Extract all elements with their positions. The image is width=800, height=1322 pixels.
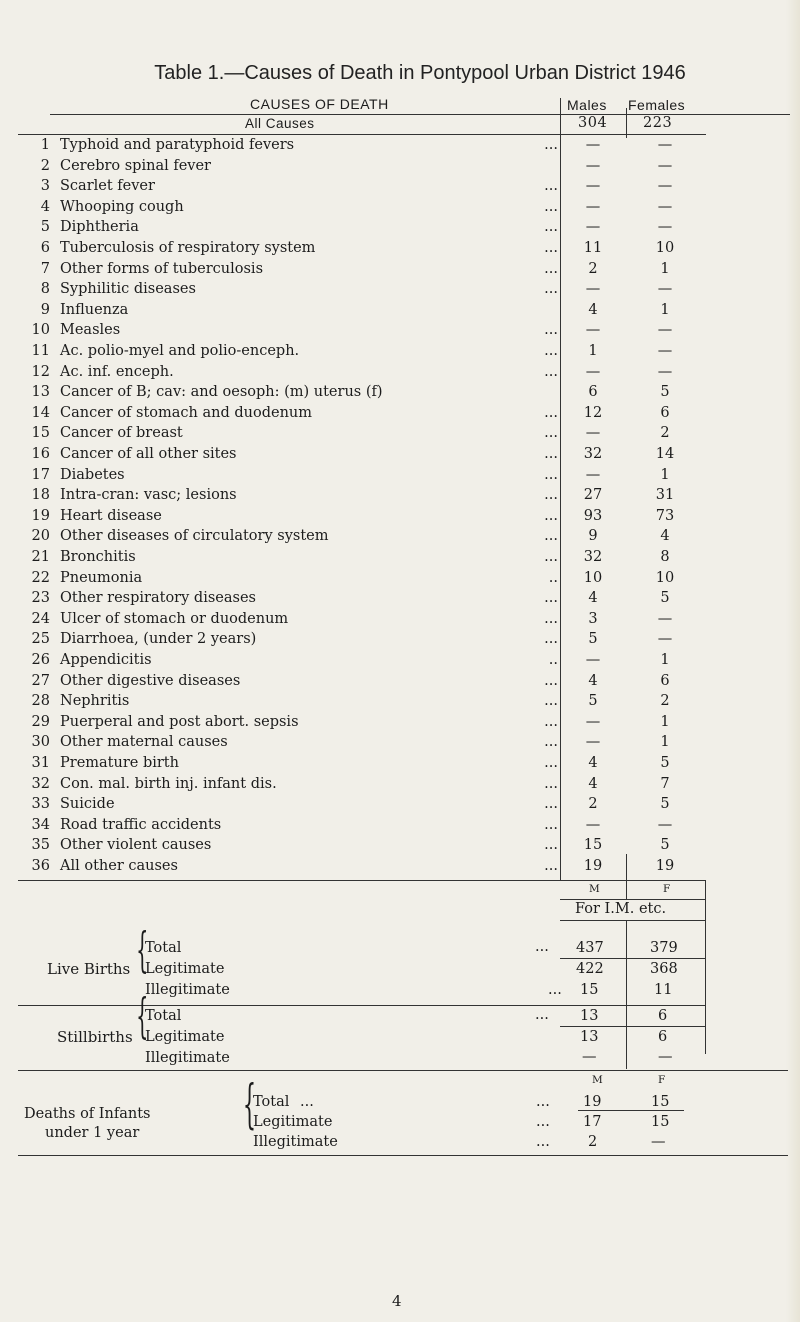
females-count: — [657,816,673,833]
dots: ... [536,1094,550,1110]
leader-dots: ... [544,219,558,236]
females-count: 5 [660,837,670,854]
header-underline [50,114,560,115]
cause-name: Appendicitis [60,652,152,668]
females-count: — [657,610,673,627]
cause-name: Nephritis [60,693,130,710]
males-count: — [585,198,601,215]
cause-number: 17 [31,466,50,483]
dots: ... [535,1007,549,1023]
causes-bottom-rule [18,880,706,881]
cause-name: Influenza [60,301,129,318]
stillbirths-bottom-rule [18,1070,788,1071]
mf-divider [626,880,627,900]
stillbirths-brace: { [136,988,149,1044]
males-count: — [585,363,601,380]
cause-name: Other forms of tuberculosis [60,260,264,277]
cause-name: Intra-cran: vasc; lesions [60,487,237,504]
cause-name: Typhoid and paratyphoid fevers [60,137,295,153]
infants-m-label: M [592,1074,604,1086]
females-count: 1 [660,466,670,483]
infants-label-line1: Deaths of Infants [24,1106,151,1122]
males-count: 3 [588,610,598,627]
cause-number: 10 [31,322,50,339]
cause-number: 15 [31,425,50,442]
males-count: — [585,816,601,833]
live-births-brace: { [136,922,149,978]
cause-number: 8 [40,281,50,298]
cause-number: 12 [31,363,50,380]
cause-number: 4 [40,198,50,215]
males-count: 32 [583,446,603,462]
males-count: 1 [588,343,598,359]
infants-brace: { [242,1075,257,1135]
cause-number: 3 [40,178,50,195]
cause-number: 28 [31,693,50,710]
cause-name: Cancer of all other sites [60,446,237,462]
cause-name: Diabetes [60,466,125,483]
cause-row [0,817,800,838]
males-count: 5 [588,693,598,710]
males-count: — [585,281,601,298]
cause-number: 36 [31,858,50,874]
cause-name: Measles [60,322,121,339]
cause-number: 27 [31,672,50,689]
live-total-underline [560,958,706,959]
cause-name: Whooping cough [60,198,184,215]
still-total-m: 13 [580,1008,599,1024]
females-count: 5 [660,796,670,813]
cause-name: Cancer of B; cav: and oesoph: (m) uterus (f) [60,384,383,401]
males-count: 11 [583,240,603,256]
cause-name: Con. mal. birth inj. infant dis. [60,775,277,792]
cause-row [0,611,800,632]
cause-number: 26 [31,652,50,668]
live-legit-label: Legitimate [145,961,225,977]
cause-number: 33 [31,796,50,813]
cause-name: Other digestive diseases [60,672,241,689]
males-count: — [585,466,601,483]
live-total-label: Total [145,940,182,956]
males-count: — [585,219,601,236]
cause-name: Cancer of stomach and duodenum [60,404,313,421]
cause-row [0,261,800,282]
cause-number: 35 [31,837,50,854]
dots: ... [535,939,549,955]
cause-number: 25 [31,631,50,648]
cause-row [0,384,800,405]
cause-name: Cancer of breast [60,425,183,442]
cause-row [0,137,800,158]
cause-name: Bronchitis [60,549,136,565]
leader-dots: ... [544,631,558,648]
males-count: 4 [588,301,598,318]
leader-dots: ... [544,363,558,380]
leader-dots: .. [548,652,558,668]
births-f-label: F [663,883,672,895]
males-count: — [585,713,601,730]
infants-total-m: 19 [583,1094,602,1110]
cause-name: Other respiratory diseases [60,590,256,607]
cause-name: Ac. polio-myel and polio-enceph. [60,343,300,359]
cause-number: 34 [31,816,50,833]
cause-number: 7 [40,260,50,277]
leader-dots: ... [544,425,558,442]
cause-number: 6 [40,240,50,256]
cause-name: Diphtheria [60,219,139,236]
females-count: 1 [660,260,670,277]
live-illegit-f: 11 [654,982,673,998]
leader-dots: ... [544,837,558,854]
cause-row [0,652,800,673]
dots: ... [548,982,562,998]
cause-name: Other diseases of circulatory system [60,528,329,545]
cause-row [0,281,800,302]
leader-dots: ... [544,672,558,689]
cause-name: Premature birth [60,755,179,771]
females-count: — [657,631,673,648]
cause-number: 23 [31,590,50,607]
females-count: — [657,343,673,359]
still-total-underline [560,1026,706,1027]
males-count: 6 [588,384,598,401]
females-count: 5 [660,755,670,771]
live-legit-m: 422 [576,961,604,977]
leader-dots: ... [544,260,558,277]
cause-name: Suicide [60,796,115,813]
males-count: 10 [583,569,603,586]
infants-legit-label: Legitimate [253,1114,333,1130]
cause-number: 18 [31,487,50,504]
females-count: — [657,219,673,236]
infants-illegit-m: 2 [588,1134,598,1150]
infants-illegit-f: — [651,1134,666,1150]
cause-row [0,734,800,755]
cause-row [0,570,800,591]
males-header: Males [567,97,607,113]
females-count: 31 [655,487,675,504]
live-births-bottom-rule [18,1005,706,1006]
leader-dots: ... [544,528,558,545]
still-illegit-m: — [582,1049,597,1065]
cause-row [0,178,800,199]
cause-row [0,343,800,364]
for-im-underline [560,920,706,921]
females-count: — [657,322,673,339]
females-count: 10 [655,569,675,586]
cause-number: 9 [40,301,50,318]
cause-number: 21 [31,549,50,565]
infants-total-f: 15 [651,1094,670,1110]
males-count: 4 [588,755,598,771]
males-count: 12 [583,404,603,421]
cause-row [0,508,800,529]
dots: ... [536,1134,550,1150]
cause-name: Ulcer of stomach or duodenum [60,610,289,627]
live-total-m: 437 [576,940,604,956]
leader-dots: ... [544,446,558,462]
live-births-label: Live Births [47,960,131,978]
infants-illegit-label: Illegitimate [253,1134,338,1150]
causes-header: CAUSES OF DEATH [250,96,389,112]
cause-number: 16 [31,446,50,462]
still-total-label: Total [145,1008,182,1024]
leader-dots: ... [544,796,558,813]
live-illegit-label: Illegitimate [145,982,230,998]
cause-row [0,693,800,714]
infants-legit-f: 15 [651,1114,670,1130]
cause-name: All other causes [60,858,178,874]
cause-row [0,714,800,735]
females-count: 6 [660,672,670,689]
females-count: — [657,281,673,298]
cause-number: 20 [31,528,50,545]
males-count: 27 [583,487,603,504]
cause-number: 22 [31,569,50,586]
cause-row [0,487,800,508]
cause-row [0,302,800,323]
live-mf-divider [626,920,627,1005]
females-count: 2 [660,693,670,710]
cause-row [0,631,800,652]
cause-row [0,219,800,240]
leader-dots: ... [544,590,558,607]
still-illegit-f: — [658,1049,673,1065]
still-mf-divider [626,1005,627,1069]
all-females-total: 223 [643,115,673,131]
females-count: — [657,157,673,174]
leader-dots: ... [544,507,558,524]
females-count: 1 [660,734,670,751]
leader-dots: ... [544,137,558,153]
leader-dots: ... [544,322,558,339]
males-count: 19 [583,858,603,874]
cause-row [0,405,800,426]
males-females-divider-top [626,108,627,138]
males-count: 4 [588,590,598,607]
males-count: 4 [588,775,598,792]
males-count: — [585,425,601,442]
cause-name: Other violent causes [60,837,212,854]
cause-name: Tuberculosis of respiratory system [60,240,316,256]
cause-row [0,796,800,817]
live-total-f: 379 [650,940,678,956]
leader-dots: ... [544,466,558,483]
cause-row [0,322,800,343]
leader-dots: ... [544,404,558,421]
cause-row [0,858,800,879]
males-count: — [585,322,601,339]
leader-dots: ... [544,198,558,215]
cause-row [0,590,800,611]
cause-name: Ac. inf. enceph. [60,363,174,380]
leader-dots: .. [548,569,558,586]
females-count: 1 [660,652,670,668]
leader-dots: ... [544,240,558,256]
cause-row [0,755,800,776]
infants-total-underline [578,1110,684,1111]
stillbirths-label: Stillbirths [57,1028,133,1046]
births-right-rule [705,880,706,1054]
females-count: 5 [660,590,670,607]
females-count: — [657,363,673,380]
leader-dots: ... [544,487,558,504]
females-count: 6 [660,404,670,421]
cause-row [0,776,800,797]
females-count: 5 [660,384,670,401]
cause-row [0,446,800,467]
cause-number: 1 [40,137,50,153]
cause-number: 2 [40,157,50,174]
births-m-label: M [589,883,601,895]
infants-bottom-rule [18,1155,788,1156]
cause-name: Other maternal causes [60,734,228,751]
cause-row [0,199,800,220]
males-count: — [585,137,601,153]
males-count: 4 [588,672,598,689]
cause-name: Cerebro spinal fever [60,157,211,174]
females-header: Females [628,97,686,113]
page-number: 4 [392,1292,402,1310]
males-count: 2 [588,260,598,277]
females-count: — [657,178,673,195]
females-count: 10 [655,240,675,256]
cause-number: 13 [31,384,50,401]
males-count: 2 [588,796,598,813]
infants-total-label: Total [253,1094,290,1110]
cause-name: Puerperal and post abort. sepsis [60,713,299,730]
live-legit-f: 368 [650,961,678,977]
cause-row [0,158,800,179]
cause-row [0,528,800,549]
leader-dots: ... [544,343,558,359]
leader-dots: ... [544,610,558,627]
cause-number: 5 [40,219,50,236]
females-count: 19 [655,858,675,874]
females-count: 1 [660,301,670,318]
cause-name: Heart disease [60,507,162,524]
leader-dots: ... [544,693,558,710]
cause-row [0,364,800,385]
live-illegit-m: 15 [580,982,599,998]
still-legit-m: 13 [580,1029,599,1045]
cause-row [0,425,800,446]
infants-f-label: F [658,1074,667,1086]
leader-dots: ... [544,734,558,751]
cause-name: Road traffic accidents [60,816,222,833]
leader-dots: ... [544,775,558,792]
dots: ... [300,1094,314,1110]
cause-name: Diarrhoea, (under 2 years) [60,631,257,648]
for-im-label: For I.M. etc. [575,901,667,917]
females-count: 7 [660,775,670,792]
cause-number: 31 [31,755,50,771]
males-count: 93 [583,507,603,524]
females-count: 2 [660,425,670,442]
females-count: 1 [660,713,670,730]
females-count: 73 [655,507,675,524]
leader-dots: ... [544,281,558,298]
cause-number: 29 [31,713,50,730]
cause-number: 30 [31,734,50,751]
cause-name: Pneumonia [60,569,143,586]
females-count: 4 [660,528,670,545]
cause-number: 19 [31,507,50,524]
still-illegit-label: Illegitimate [145,1050,230,1066]
infants-legit-m: 17 [583,1114,602,1130]
cause-number: 24 [31,610,50,627]
cause-row [0,837,800,858]
cause-row [0,467,800,488]
dots: ... [536,1114,550,1130]
leader-dots: ... [544,816,558,833]
leader-dots: ... [544,713,558,730]
leader-dots: ... [544,755,558,771]
cause-number: 11 [31,343,50,359]
males-count: — [585,652,601,668]
females-count: — [657,137,673,153]
males-count: 5 [588,631,598,648]
cause-row [0,549,800,570]
leader-dots: ... [544,549,558,565]
mf-underline [560,899,706,900]
females-count: 14 [655,446,675,462]
leader-dots: ... [544,178,558,195]
still-legit-label: Legitimate [145,1029,225,1045]
males-count: 15 [583,837,603,854]
cause-row [0,673,800,694]
cause-name: Syphilitic diseases [60,281,196,298]
females-count: 8 [660,549,670,565]
infants-label-line2: under 1 year [45,1125,140,1141]
leader-dots: ... [544,858,558,874]
cause-number: 32 [31,775,50,792]
cause-row [0,240,800,261]
males-count: 9 [588,528,598,545]
all-males-total: 304 [578,115,608,131]
males-count: — [585,178,601,195]
males-count: — [585,734,601,751]
females-count: — [657,198,673,215]
males-count: 32 [583,549,603,565]
header-bottom-rule [18,134,706,135]
still-total-f: 6 [658,1008,668,1024]
page-title: Table 1.—Causes of Death in Pontypool Urban District 1946 [154,62,686,84]
males-count: — [585,157,601,174]
cause-number: 14 [31,404,50,421]
all-causes-label: All Causes [245,116,315,131]
still-legit-f: 6 [658,1029,668,1045]
cause-name: Scarlet fever [60,178,155,195]
